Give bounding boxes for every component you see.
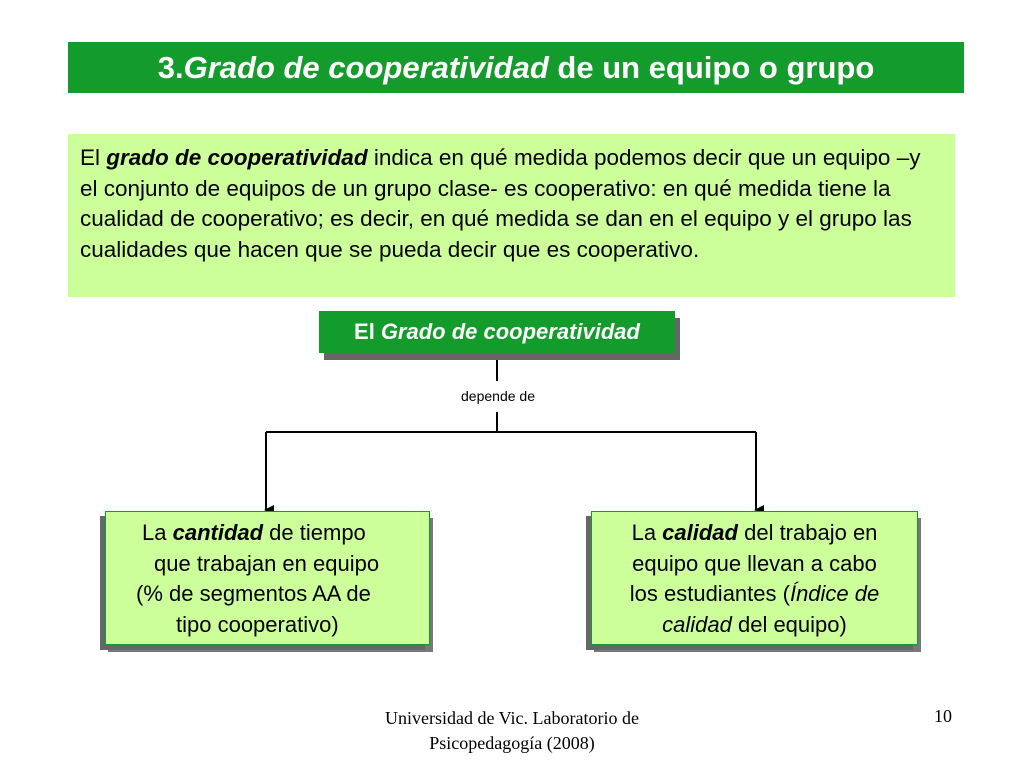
title-prefix: 3. xyxy=(157,49,184,85)
cantidad-rest: de tiempo xyxy=(263,520,366,545)
footer-line-1: Universidad de Vic. Laboratorio de xyxy=(384,708,639,728)
diagram-root-node xyxy=(319,311,675,353)
intro-body: indica en qué medida podemos decir que un equipo –y el conjunto de equipos de un grupo clase- es cooperativo: en qué medida tiene la cualidad de cooperativo; es decir, en qué medida se dan en el equipo y el grupo las cualidades que hacen que se pueda decir que es cooperativo. xyxy=(80,145,921,262)
footer-line-2: Psicopedagogía (2008) xyxy=(429,733,595,753)
calidad-line-1 xyxy=(596,518,913,549)
root-emphasis: Grado de cooperatividad xyxy=(380,319,640,344)
connector-label: depende de xyxy=(450,388,546,404)
diagram-node-calidad xyxy=(591,511,918,645)
title-suffix: de un equipo o grupo xyxy=(548,49,875,85)
cantidad-line-4: tipo cooperativo) xyxy=(176,611,339,637)
calidad-line-4 xyxy=(596,610,913,641)
root-lead: El xyxy=(354,319,375,344)
calidad-line3-emphasis: Índice de xyxy=(789,581,880,606)
calidad-line4-emphasis: calidad xyxy=(662,611,732,637)
title-emphasis: Grado de cooperatividad xyxy=(183,49,549,85)
intro-lead: El xyxy=(80,145,107,170)
footer-source xyxy=(352,706,672,756)
cantidad-lead: La xyxy=(142,520,173,545)
diagram-node-cantidad xyxy=(105,511,430,645)
calidad-line-3 xyxy=(596,579,913,610)
calidad-line3-lead: los estudiantes ( xyxy=(629,581,790,606)
calidad-emphasis: calidad xyxy=(662,520,738,545)
calidad-rest: del trabajo en xyxy=(737,520,878,545)
page-number: 10 xyxy=(934,706,952,726)
calidad-lead: La xyxy=(631,520,663,545)
cantidad-line-3: (% de segmentos AA de xyxy=(136,581,371,606)
calidad-line4-rest: del equipo) xyxy=(731,611,847,637)
cantidad-emphasis: cantidad xyxy=(172,520,264,545)
cantidad-line-1 xyxy=(116,518,421,549)
calidad-line-2: equipo que llevan a cabo xyxy=(632,550,877,576)
intro-emphasis: grado de cooperatividad xyxy=(106,145,368,170)
cantidad-line-2: que trabajan en equipo xyxy=(154,550,380,576)
